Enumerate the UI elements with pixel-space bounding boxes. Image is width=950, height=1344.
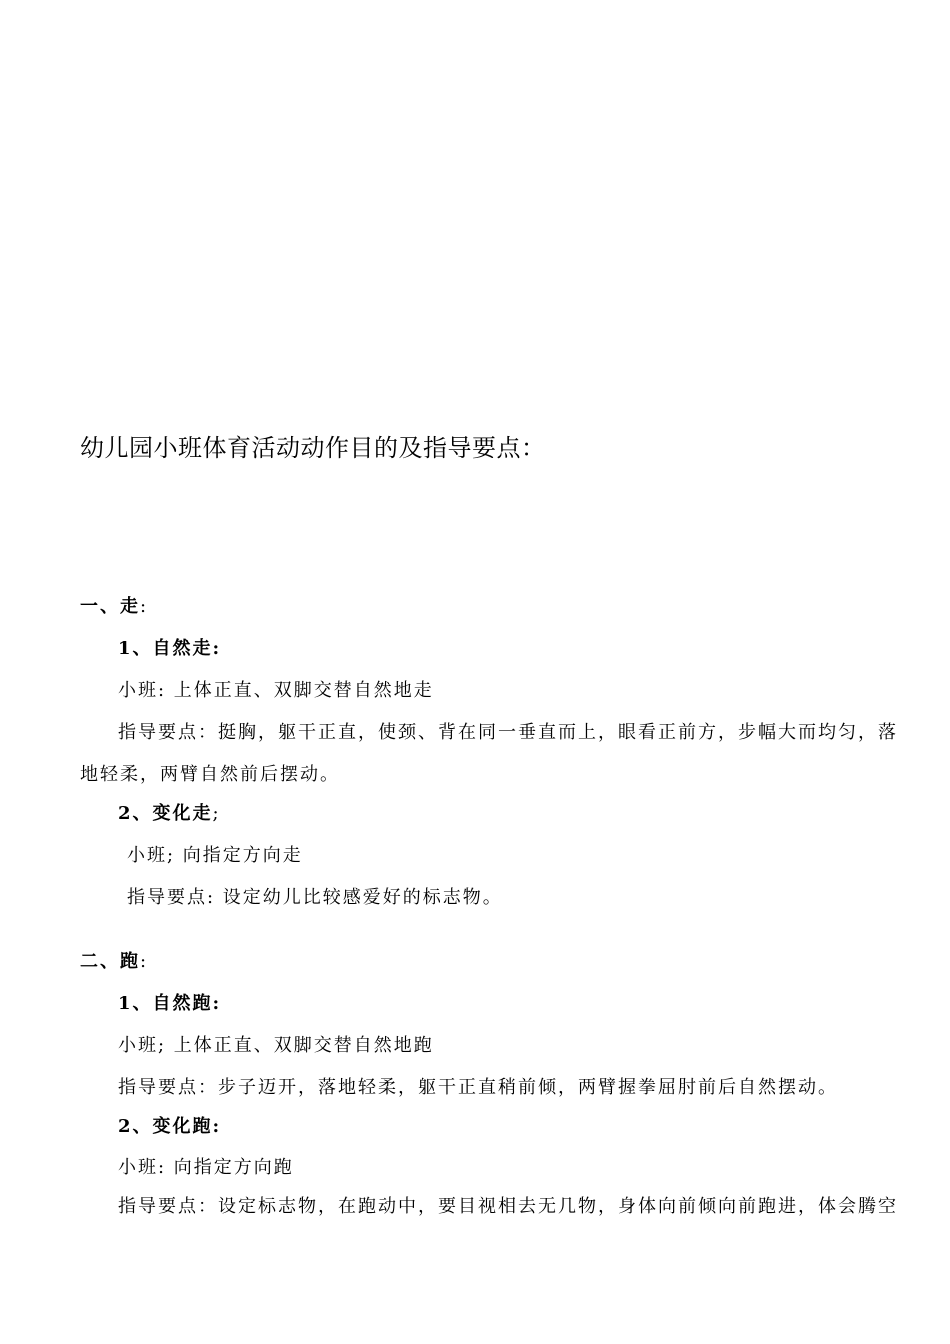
class-line-natural-run: 小班; 上体正直、双脚交替自然地跑 xyxy=(118,1035,434,1056)
section-heading-punct: : xyxy=(140,596,149,617)
section-heading-text: 二、跑 xyxy=(80,951,140,972)
item-heading-varied-run: 2、变化跑: xyxy=(118,1116,222,1137)
guide-line-varied-walk: 指导要点: 设定幼儿比较感爱好的标志物。 xyxy=(127,887,503,908)
section-heading-punct: : xyxy=(140,951,149,972)
guide-line-natural-walk: 指导要点：挺胸，躯干正直，使颈、背在同一垂直而上，眼看正前方，步幅大而均匀，落 xyxy=(118,722,898,743)
guide-line-varied-run: 指导要点：设定标志物，在跑动中，要目视相去无几物，身体向前倾向前跑进，体会腾空 xyxy=(118,1196,898,1217)
item-heading-punct: ; xyxy=(212,803,221,824)
section-heading-run xyxy=(80,953,148,971)
item-heading-varied-walk xyxy=(118,805,221,823)
section-heading-text: 一、走 xyxy=(80,596,140,617)
item-heading-natural-run: 1、自然跑: xyxy=(118,993,222,1014)
class-line-varied-walk: 小班; 向指定方向走 xyxy=(127,845,303,866)
section-heading-walk xyxy=(80,598,148,616)
guide-line-natural-run: 指导要点：步子迈开，落地轻柔，躯干正直稍前倾，两臂握拳屈肘前后自然摆动。 xyxy=(118,1077,838,1098)
item-heading-natural-walk: 1、自然走: xyxy=(118,638,222,659)
guide-line-natural-walk-continued: 地轻柔，两臂自然前后摆动。 xyxy=(80,764,340,785)
document-title: 幼儿园小班体育活动动作目的及指导要点： xyxy=(80,434,546,462)
item-heading-text: 2、变化走 xyxy=(118,803,213,824)
class-line-varied-run: 小班: 向指定方向跑 xyxy=(118,1157,294,1178)
class-line-natural-walk: 小班: 上体正直、双脚交替自然地走 xyxy=(118,680,434,701)
